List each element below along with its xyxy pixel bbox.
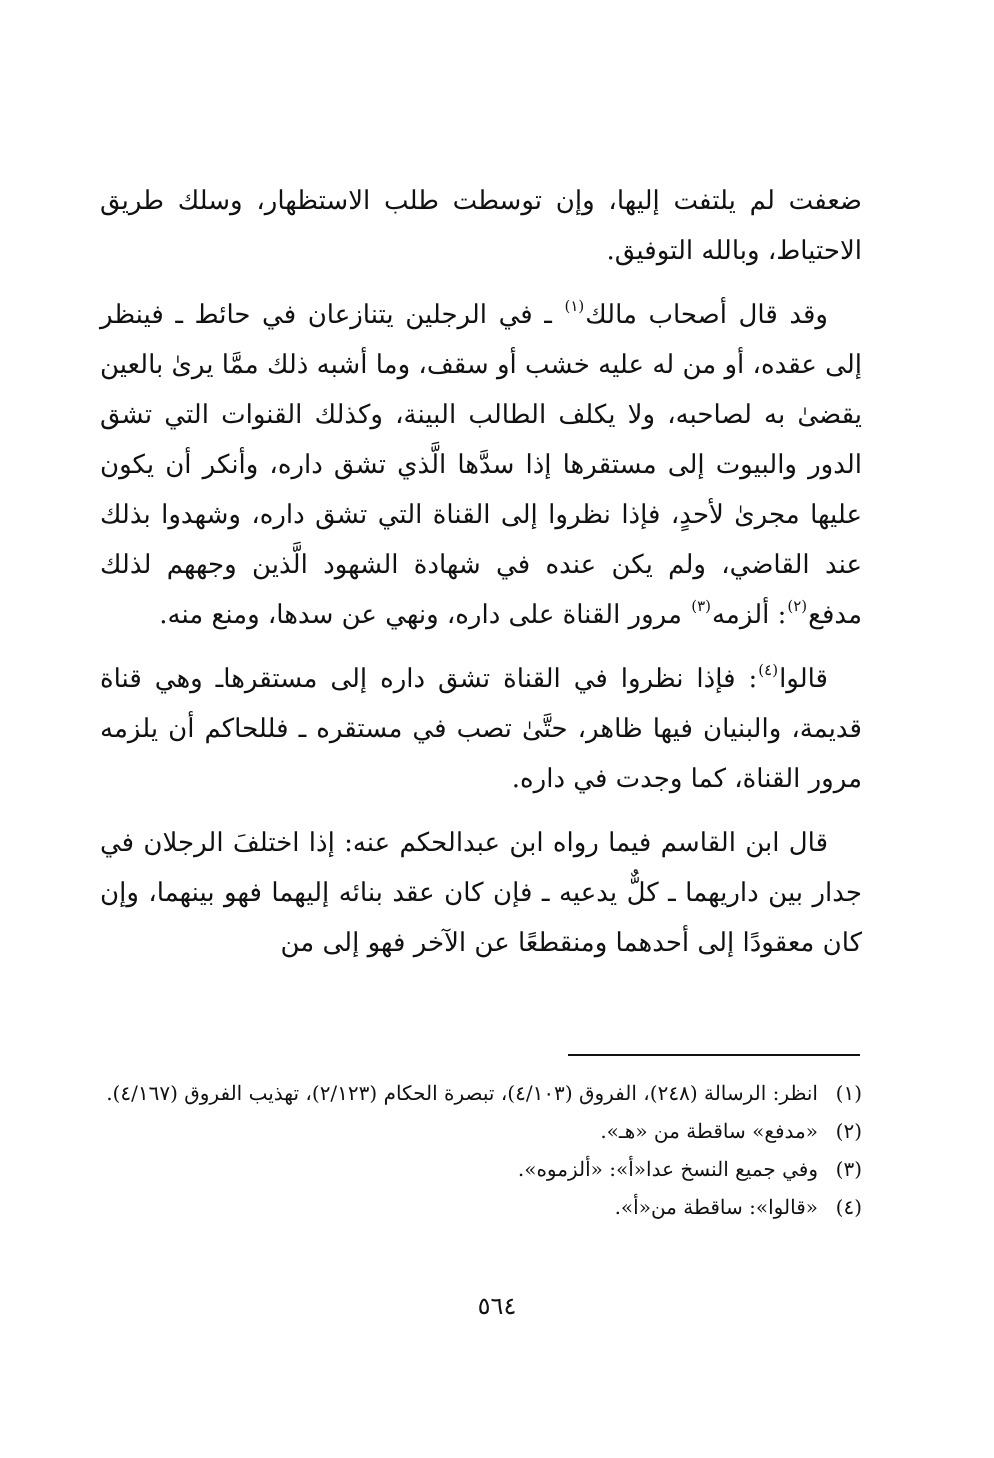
paragraph-2: [100, 290, 862, 640]
footnotes: [100, 1074, 862, 1226]
footnote-ref-1[interactable]: (١): [564, 297, 585, 315]
footnote-1: [100, 1074, 862, 1112]
footnote-text: «مدفع» ساقطة من «هـ».: [600, 1119, 818, 1143]
footnote-number: (٤): [835, 1195, 862, 1219]
footnote-2: [100, 1112, 862, 1150]
paragraph-2-text-a: وقد قال أصحاب مالك: [585, 300, 828, 330]
paragraph-3: [100, 654, 862, 804]
paragraph-2-text-b: ـ في الرجلين يتنازعان في حائط ـ فينظر إلى عقده، أو من له عليه خشب أو سقف، وما أشبه ذلك ممَّا يرىٰ بالعين يقضىٰ به لصاحبه، ولا يكلف الطالب البينة، وكذلك القنوات التي تشق الدور والبيوت إلى مستقرها إذا سدَّها الَّذي تشق داره، وأنكر أن يكون عليها مجرىٰ لأحدٍ، فإذا نظروا إلى القناة التي تشق داره، وشهدوا بذلك عند القاضي، ولم يكن عنده في شهادة الشهود الَّذين وجههم لذلك مدفع: [100, 300, 862, 630]
footnote-number: (٣): [835, 1157, 862, 1181]
footnote-text: انظر: الرسالة (٢٤٨)، الفروق (٤/١٠٣)، تبصرة الحكام (٢/١٢٣)، تهذيب الفروق (٤/١٦٧).: [106, 1081, 818, 1105]
footnote-ref-2[interactable]: (٢): [787, 597, 808, 615]
paragraph-2-text-d: مرور القناة على داره، ونهي عن سدها، ومنع منه.: [159, 600, 691, 630]
footnote-number: (١): [835, 1081, 862, 1105]
footnote-3: [100, 1150, 862, 1188]
footnote-separator: [568, 1054, 860, 1056]
paragraph-2-text-c: : ألزمه: [711, 600, 787, 630]
paragraph-3-text-a: قالوا: [779, 664, 828, 694]
footnote-number: (٢): [835, 1119, 862, 1143]
paragraph-1: ضعفت لم يلتفت إليها، وإن توسطت طلب الاستظهار، وسلك طريق الاحتياط، وبالله التوفيق.: [100, 186, 862, 266]
page-number: ٥٦٤: [477, 1292, 517, 1320]
footnote-4: [100, 1188, 862, 1226]
footnote-ref-4[interactable]: (٤): [758, 661, 779, 679]
footnote-ref-3[interactable]: (٣): [691, 597, 711, 615]
footnote-text: «قالوا»: ساقطة من«أ».: [614, 1195, 818, 1219]
paragraph-4: قال ابن القاسم فيما رواه ابن عبدالحكم عنه: إذا اختلفَ الرجلان في جدار بين داريهما ـ كلٌّ يدعيه ـ فإن كان عقد بنائه إليهما فهو بينهما، وإن كان معقودًا إلى أحدهما ومنقطعًا عن الآخر فهو إلى من: [100, 828, 862, 958]
main-text: [100, 176, 862, 982]
paragraph-3-text-b: : فإذا نظروا في القناة تشق داره إلى مستقرهاـ وهي قناة قديمة، والبنيان فيها ظاهر، حتَّىٰ تصب في مستقره ـ فللحاكم أن يلزمه مرور القناة، كما وجدت في داره.: [100, 664, 862, 794]
footnote-text: وفي جميع النسخ عدا«أ»: «ألزموه».: [517, 1157, 818, 1181]
